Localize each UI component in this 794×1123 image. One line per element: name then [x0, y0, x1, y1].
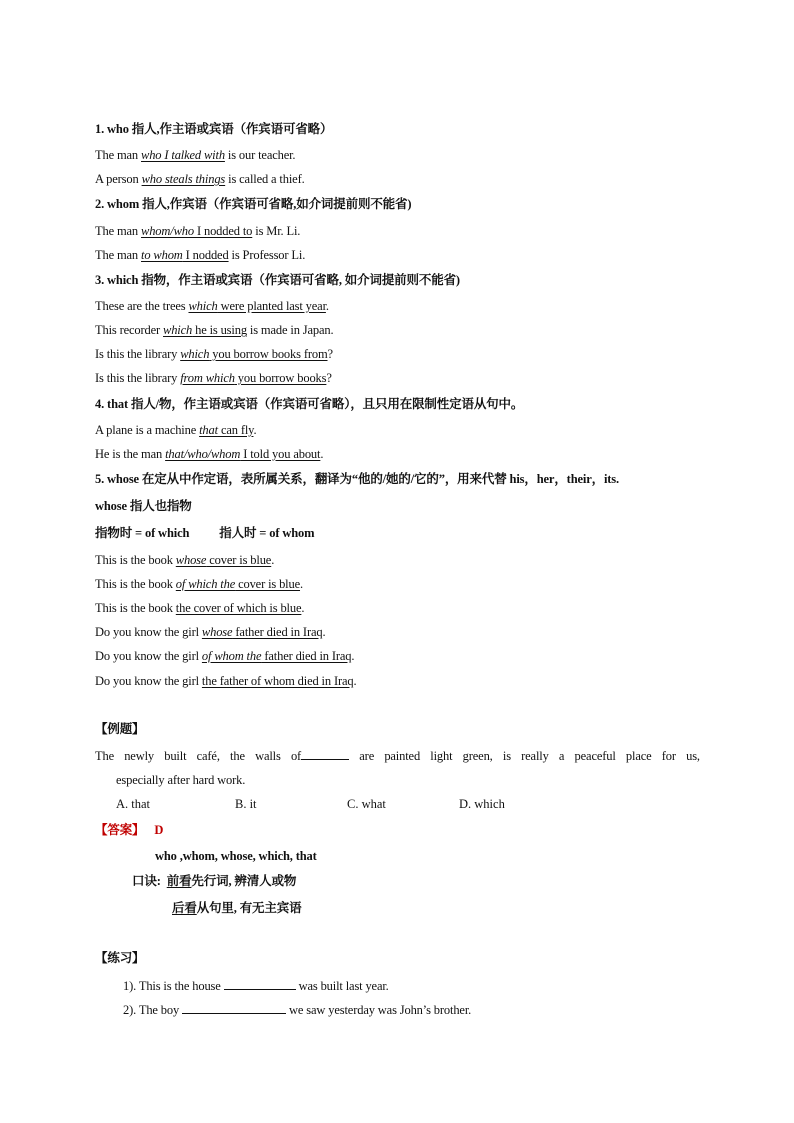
relative-words: who ,whom, whose, which, that	[155, 849, 317, 863]
example-sentence: This recorder which he is using is made in Japan.	[95, 323, 334, 337]
section-5-rule: 指物时 = of which 指人时 = of whom	[95, 526, 315, 540]
example-sentence: This is the book the cover of which is blue.	[95, 601, 305, 615]
example-sentence: A person who steals things is called a thief.	[95, 172, 305, 186]
section-2-heading: 2. whom 指人,作宾语（作宾语可省略,如介词提前则不能省)	[95, 197, 412, 211]
practice-title: 【练习】	[95, 951, 145, 965]
practice-item-1: 1). This is the house was built last year.	[123, 979, 389, 993]
practice-item-2: 2). The boy we saw yesterday was John’s brother.	[123, 1003, 472, 1017]
example-sentence: These are the trees which were planted last year.	[95, 299, 329, 313]
example-sentence: The man to whom I nodded is Professor Li.	[95, 248, 306, 262]
example-sentence: This is the book of which the cover is blue.	[95, 577, 303, 591]
example-sentence: He is the man that/who/whom I told you about.	[95, 447, 324, 461]
mnemonic-line-1: 口诀: 前看先行词, 辨清人或物	[132, 874, 297, 888]
answer-line: 【答案】 D	[95, 823, 164, 837]
mnemonic-line-2: 后看从句里, 有无主宾语	[172, 901, 302, 915]
example-sentence: This is the book whose cover is blue.	[95, 553, 275, 567]
example-sentence: Do you know the girl the father of whom died in Iraq.	[95, 674, 357, 688]
example-sentence: Is this the library which you borrow books from?	[95, 347, 333, 361]
example-sentence: Is this the library from which you borrow books?	[95, 371, 332, 385]
option-a: A. that	[116, 797, 151, 811]
example-sentence: Do you know the girl whose father died in Iraq.	[95, 625, 326, 639]
option-c: C. what	[347, 797, 386, 811]
section-4-heading: 4. that 指人/物，作主语或宾语（作宾语可省略），且只用在限制性定语从句中。	[95, 397, 524, 411]
section-5-heading: 5. whose 在定从中作定语，表所属关系，翻译为“他的/她的/它的”，用来代替 his，her，their，its.	[95, 472, 619, 486]
example-sentence: A plane is a machine that can fly.	[95, 423, 257, 437]
example-title: 【例题】	[95, 722, 145, 736]
example-sentence: The man who I talked with is our teacher.	[95, 148, 296, 162]
example-question-cont: especially after hard work.	[116, 773, 246, 787]
answer-blank[interactable]	[182, 1002, 286, 1014]
example-sentence: Do you know the girl of whom the father died in Iraq.	[95, 649, 355, 663]
answer-blank[interactable]	[224, 978, 296, 990]
option-d: D. which	[459, 797, 505, 811]
option-b: B. it	[235, 797, 257, 811]
answer-blank	[301, 748, 349, 760]
section-5-note: whose 指人也指物	[95, 499, 192, 513]
example-sentence: The man whom/who I nodded to is Mr. Li.	[95, 224, 301, 238]
section-3-heading: 3. which 指物，作主语或宾语（作宾语可省略, 如介词提前则不能省)	[95, 273, 460, 287]
section-1-heading: 1. who 指人,作主语或宾语（作宾语可省略）	[95, 122, 333, 136]
example-question: The newly built café, the walls of are painted light green, is really a peaceful place for us,	[95, 749, 700, 763]
